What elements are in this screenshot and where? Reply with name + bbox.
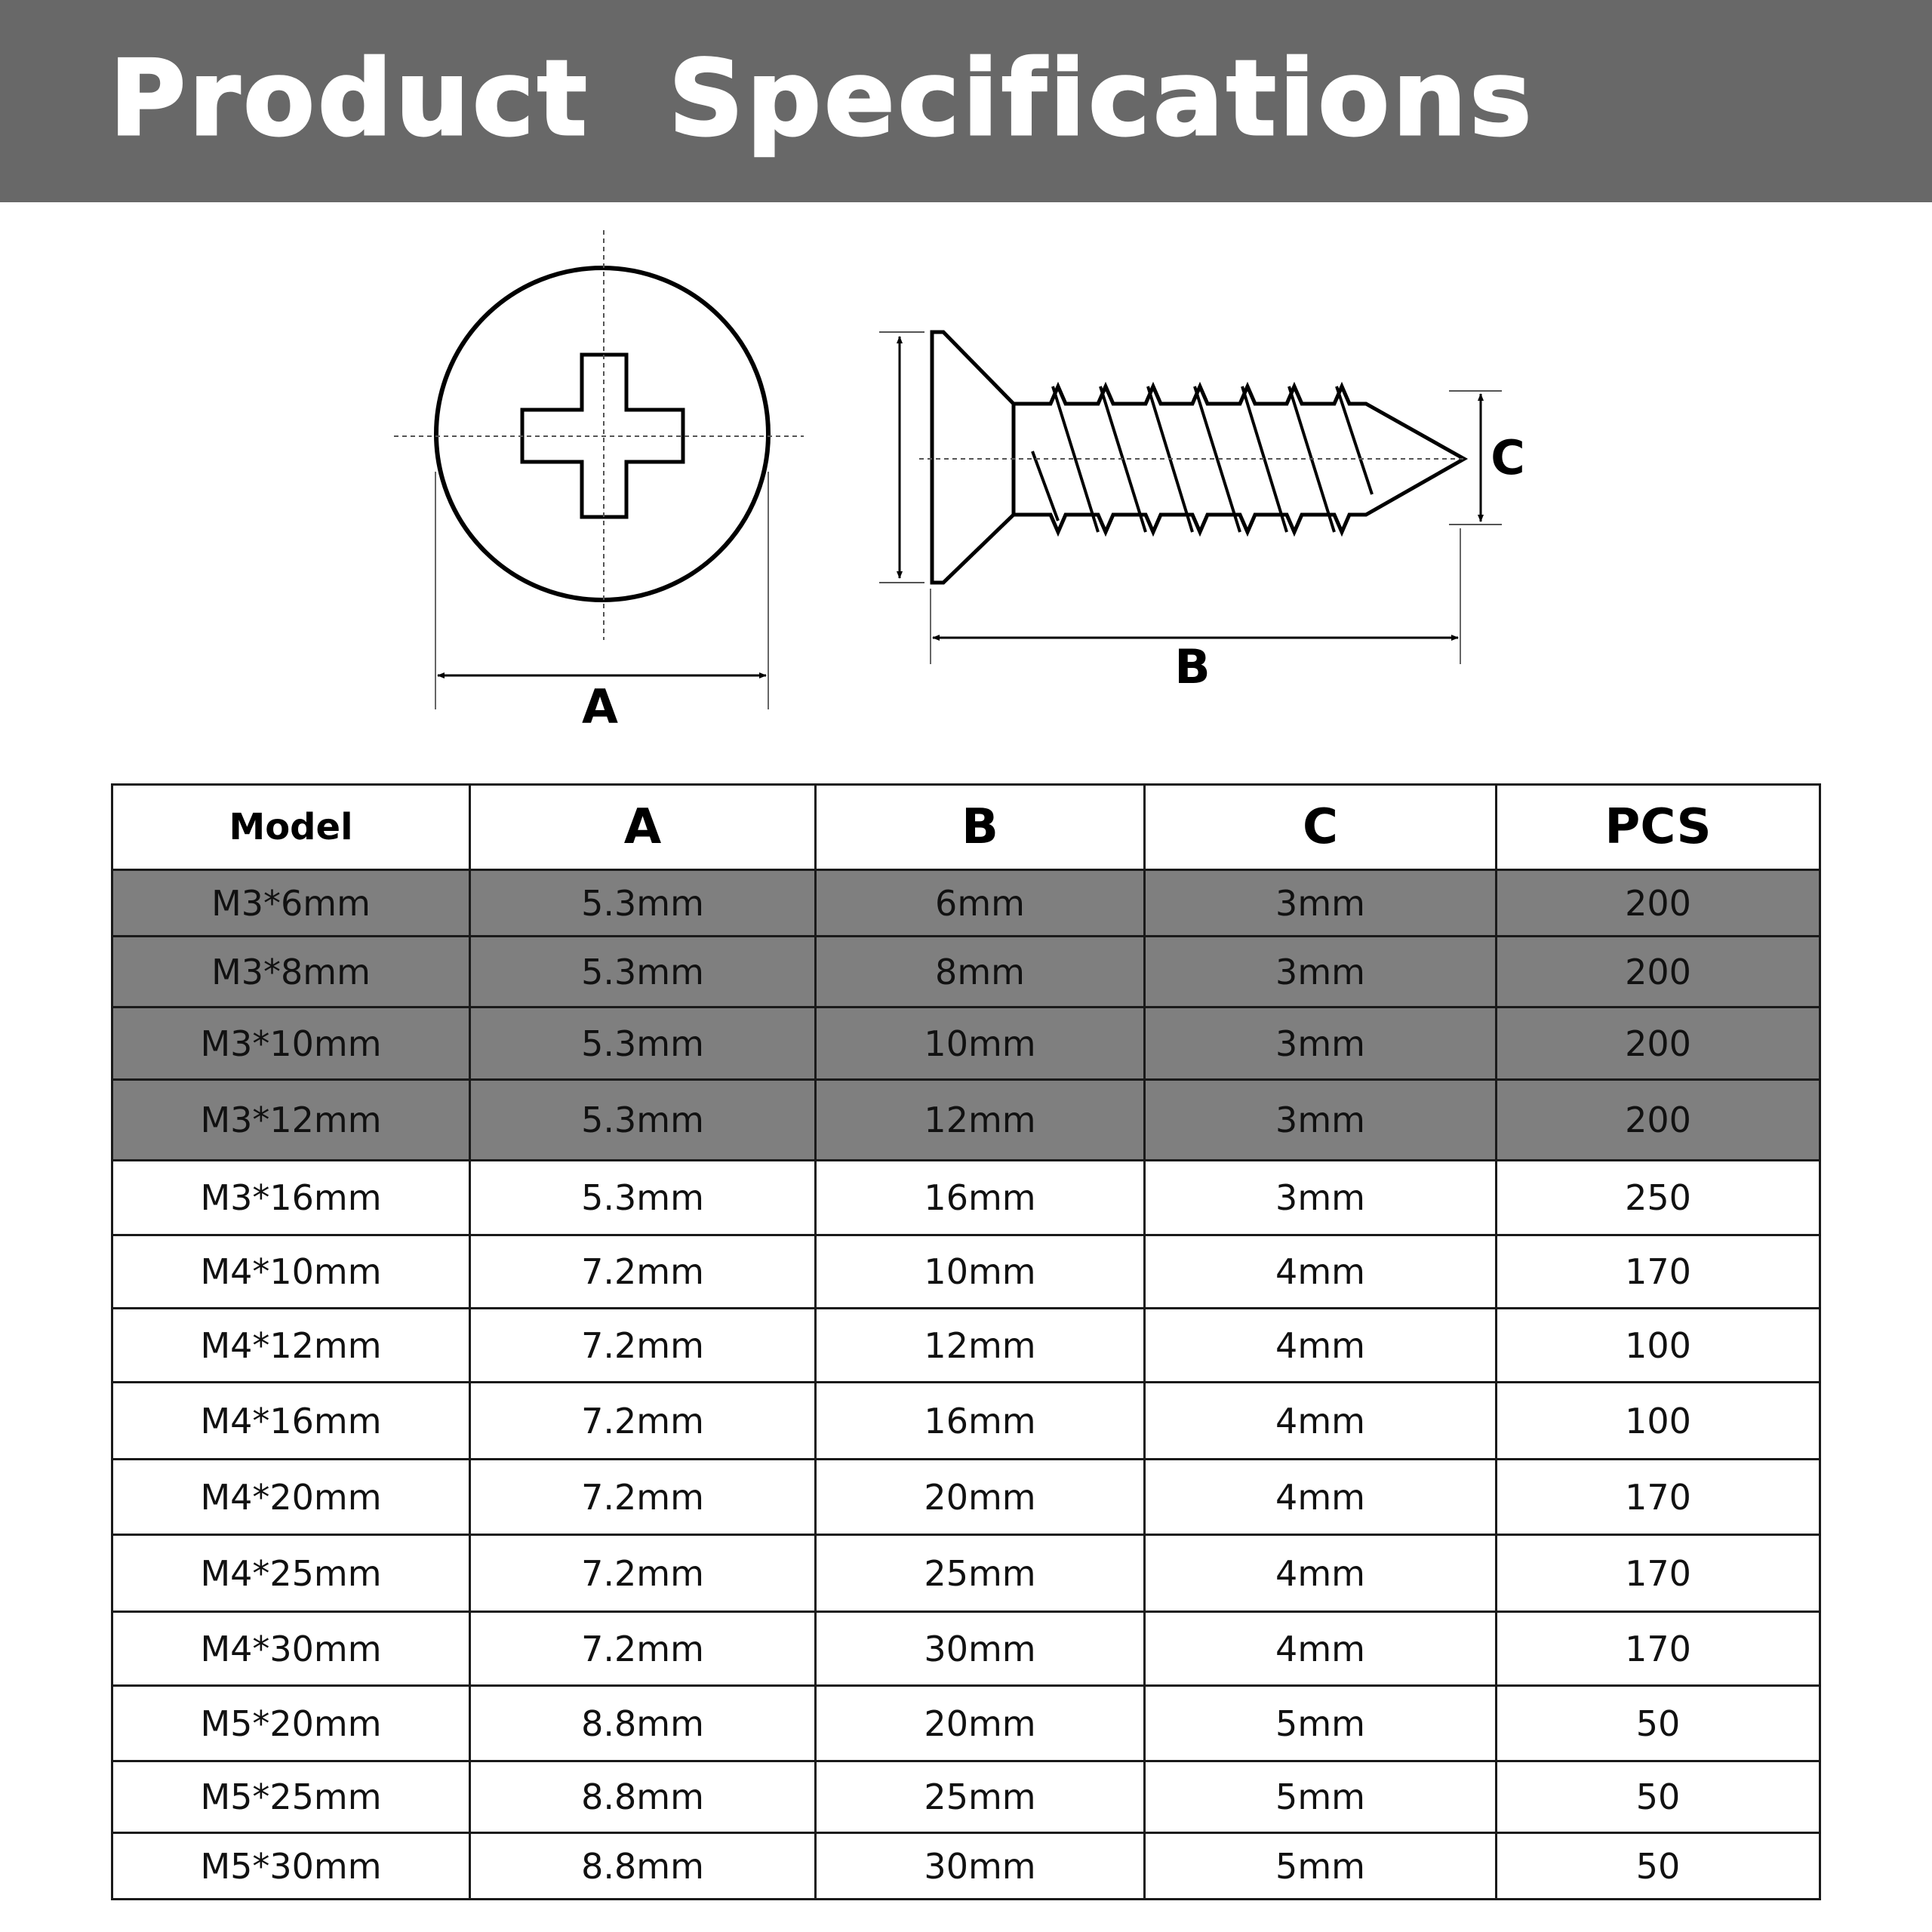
cell-b: 20mm xyxy=(816,1460,1145,1535)
cell-model: M4*12mm xyxy=(112,1309,470,1383)
table-row xyxy=(112,1460,1820,1535)
table-row xyxy=(112,870,1820,937)
table-row xyxy=(112,1535,1820,1612)
cell-c: 3mm xyxy=(1145,870,1497,937)
table-row xyxy=(112,1612,1820,1686)
cell-c: 3mm xyxy=(1145,1080,1497,1161)
cell-c: 4mm xyxy=(1145,1535,1497,1612)
cell-c: 3mm xyxy=(1145,937,1497,1008)
dimension-label-c: C xyxy=(1491,430,1525,485)
cell-b: 25mm xyxy=(816,1535,1145,1612)
cell-a: 5.3mm xyxy=(470,1080,816,1161)
cell-model: M4*25mm xyxy=(112,1535,470,1612)
cell-model: M3*16mm xyxy=(112,1161,470,1235)
cell-model: M5*30mm xyxy=(112,1833,470,1900)
cell-model: M4*30mm xyxy=(112,1612,470,1686)
cell-c: 4mm xyxy=(1145,1383,1497,1460)
cell-b: 20mm xyxy=(816,1686,1145,1761)
cell-b: 30mm xyxy=(816,1833,1145,1900)
cell-model: M3*8mm xyxy=(112,937,470,1008)
cell-model: M5*20mm xyxy=(112,1686,470,1761)
cell-a: 7.2mm xyxy=(470,1535,816,1612)
screw-side-view xyxy=(879,332,1525,694)
cell-pcs: 200 xyxy=(1497,1080,1820,1161)
cell-b: 16mm xyxy=(816,1161,1145,1235)
cell-a: 7.2mm xyxy=(470,1235,816,1309)
cell-b: 16mm xyxy=(816,1383,1145,1460)
cell-b: 8mm xyxy=(816,937,1145,1008)
cell-a: 8.8mm xyxy=(470,1686,816,1761)
column-header-a: A xyxy=(470,785,816,870)
cell-a: 7.2mm xyxy=(470,1383,816,1460)
cell-c: 5mm xyxy=(1145,1686,1497,1761)
cell-c: 4mm xyxy=(1145,1235,1497,1309)
countersunk-head xyxy=(932,332,1014,583)
screw-dimension-diagram xyxy=(0,202,1932,761)
cell-model: M3*10mm xyxy=(112,1008,470,1080)
column-header-c: C xyxy=(1145,785,1497,870)
cell-pcs: 170 xyxy=(1497,1460,1820,1535)
cell-a: 7.2mm xyxy=(470,1460,816,1535)
cell-c: 5mm xyxy=(1145,1761,1497,1833)
cell-a: 5.3mm xyxy=(470,1008,816,1080)
cell-a: 5.3mm xyxy=(470,937,816,1008)
table-row xyxy=(112,1761,1820,1833)
cell-a: 5.3mm xyxy=(470,870,816,937)
cell-b: 10mm xyxy=(816,1235,1145,1309)
cell-pcs: 200 xyxy=(1497,1008,1820,1080)
header-banner xyxy=(0,0,1932,202)
cell-pcs: 50 xyxy=(1497,1833,1820,1900)
cell-pcs: 100 xyxy=(1497,1309,1820,1383)
column-header-pcs: PCS xyxy=(1497,785,1820,870)
cell-pcs: 200 xyxy=(1497,937,1820,1008)
cell-c: 4mm xyxy=(1145,1309,1497,1383)
cell-c: 4mm xyxy=(1145,1460,1497,1535)
cell-c: 5mm xyxy=(1145,1833,1497,1900)
cell-b: 10mm xyxy=(816,1008,1145,1080)
column-header-b: B xyxy=(816,785,1145,870)
dimension-label-b: B xyxy=(1174,639,1211,694)
cell-pcs: 170 xyxy=(1497,1535,1820,1612)
cell-b: 12mm xyxy=(816,1080,1145,1161)
table-row xyxy=(112,1008,1820,1080)
column-header-model: Model xyxy=(112,785,470,870)
cell-b: 12mm xyxy=(816,1309,1145,1383)
cell-a: 8.8mm xyxy=(470,1833,816,1900)
cell-model: M5*25mm xyxy=(112,1761,470,1833)
cell-b: 6mm xyxy=(816,870,1145,937)
table-row xyxy=(112,1383,1820,1460)
cell-c: 3mm xyxy=(1145,1008,1497,1080)
cell-pcs: 170 xyxy=(1497,1612,1820,1686)
table-row xyxy=(112,937,1820,1008)
cell-model: M4*10mm xyxy=(112,1235,470,1309)
table-row xyxy=(112,1833,1820,1900)
page-title: Product Specifications xyxy=(109,38,1535,159)
cell-a: 7.2mm xyxy=(470,1309,816,1383)
cell-model: M4*16mm xyxy=(112,1383,470,1460)
cell-a: 5.3mm xyxy=(470,1161,816,1235)
table-row xyxy=(112,1309,1820,1383)
cell-a: 7.2mm xyxy=(470,1612,816,1686)
specifications-table xyxy=(111,783,1821,1900)
cell-pcs: 100 xyxy=(1497,1383,1820,1460)
cell-c: 4mm xyxy=(1145,1612,1497,1686)
cell-pcs: 50 xyxy=(1497,1761,1820,1833)
cell-pcs: 50 xyxy=(1497,1686,1820,1761)
cell-c: 3mm xyxy=(1145,1161,1497,1235)
table-row xyxy=(112,1686,1820,1761)
cell-b: 25mm xyxy=(816,1761,1145,1833)
table-header-row xyxy=(112,785,1820,870)
cell-model: M4*20mm xyxy=(112,1460,470,1535)
cell-pcs: 200 xyxy=(1497,870,1820,937)
dimension-label-a: A xyxy=(582,679,618,734)
table-row xyxy=(112,1080,1820,1161)
cell-model: M3*6mm xyxy=(112,870,470,937)
cell-pcs: 250 xyxy=(1497,1161,1820,1235)
cell-b: 30mm xyxy=(816,1612,1145,1686)
screw-head-top-view xyxy=(394,230,804,734)
cell-a: 8.8mm xyxy=(470,1761,816,1833)
cell-pcs: 170 xyxy=(1497,1235,1820,1309)
table-row xyxy=(112,1235,1820,1309)
table-row xyxy=(112,1161,1820,1235)
cell-model: M3*12mm xyxy=(112,1080,470,1161)
